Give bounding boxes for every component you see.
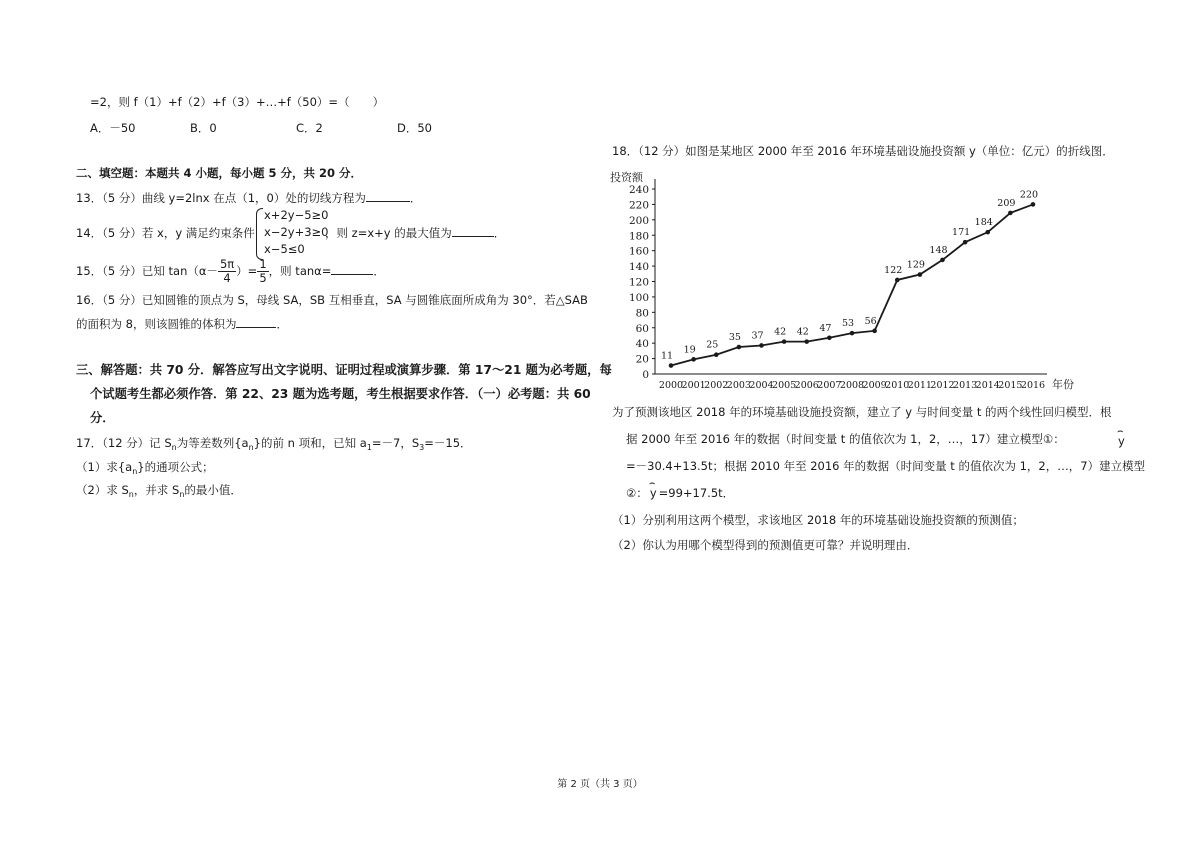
data-label: 53 [841, 318, 855, 330]
data-label: 42 [774, 326, 787, 338]
q16-end: ． [276, 317, 288, 331]
data-point [782, 339, 787, 344]
fraction-5pi-over-4 [218, 258, 236, 285]
question-13 [76, 190, 421, 206]
data-point [691, 357, 696, 362]
q18-model1: =－30.4+13.5t；根据 2010 年至 2016 年的数据（时间变量 t 的值依次为 1，2，…，7）建立模型 [626, 459, 1146, 473]
hat-y-1 [1118, 433, 1125, 449]
data-point [895, 278, 900, 283]
q17-part: =－7，S [371, 436, 420, 450]
question-14 [76, 225, 255, 241]
x-tick-label: 2000 [658, 380, 684, 391]
frac-denominator: 5 [259, 271, 267, 285]
frac-numerator: 5π [219, 257, 235, 271]
constraint-system [264, 207, 328, 258]
q18-text: 据 2000 年至 2016 年的数据（时间变量 t 的值依次为 1，2，…，17）建立模型①： [626, 432, 1065, 446]
x-tick-label: 2009 [862, 380, 887, 391]
data-point [827, 335, 832, 340]
q14-rest [325, 225, 505, 241]
q18-text: ②： [626, 486, 648, 500]
x-tick-label: 2007 [817, 380, 842, 391]
y-tick-label: 200 [628, 214, 649, 227]
x-tick-label: 2008 [839, 380, 865, 391]
section-2-title: 二、填空题：本题共 4 小题，每小题 5 分，共 20 分． [76, 166, 363, 180]
q18-text: =99+17.5t． [658, 486, 735, 500]
answer-blank [236, 316, 276, 328]
subscript: n [248, 443, 254, 452]
q18-line2 [626, 431, 1065, 447]
question-17 [76, 435, 472, 456]
data-point [1008, 211, 1013, 216]
hat-y: ⌢ y [650, 485, 657, 501]
q12-option-a: A．－50 [90, 121, 136, 135]
data-label: 42 [796, 326, 809, 338]
q18-model2 [626, 485, 734, 501]
x-tick-label: 2014 [975, 380, 1000, 391]
question-16-line1: 16．（5 分）已知圆锥的顶点为 S，母线 SA，SB 互相垂直，SA 与圆锥底面所成角为 30°．若△SAB [76, 293, 588, 307]
data-label: 37 [751, 330, 764, 342]
subscript: n [179, 490, 185, 499]
fraction-1-over-5 [257, 258, 268, 285]
q12-tail: =2，则 f（1）+f（2）+f（3）+…+f（50）=（ ） [90, 95, 385, 109]
q17-part: =－15． [424, 436, 472, 450]
data-point [804, 339, 809, 344]
constraint-brace [256, 208, 263, 260]
q18-sub2: （2）你认为用哪个模型得到的预测值更可靠？并说明理由． [612, 538, 919, 552]
data-point [918, 272, 923, 277]
y-tick-label: 240 [628, 184, 649, 196]
y-tick-label: 160 [628, 245, 649, 258]
data-point [714, 352, 719, 357]
constraint-1: x+2y−5≥0 [264, 208, 329, 222]
q17-part: }的前 n 项和，已知 a [253, 436, 367, 450]
q12-option-b: B．0 [190, 121, 217, 135]
series-line [671, 204, 1033, 365]
section-3-line1: 三、解答题：共 70 分．解答应写出文字说明、证明过程或演算步骤．第 17～21 题为必考题，每 [76, 363, 612, 377]
x-tick-label: 2003 [726, 380, 751, 391]
x-tick-label: 2015 [998, 380, 1023, 391]
x-tick-label: 2013 [953, 380, 978, 391]
subscript: n [171, 443, 177, 452]
data-label: 171 [952, 227, 971, 239]
data-label: 25 [706, 339, 719, 351]
data-label: 122 [884, 264, 903, 276]
answer-blank [366, 190, 410, 202]
data-point [940, 258, 945, 263]
x-tick-label: 2004 [749, 380, 774, 391]
q13-end: ． [409, 191, 422, 205]
x-tick-label: 2005 [772, 380, 797, 391]
question-17-part2 [76, 482, 242, 503]
data-point [1031, 202, 1036, 207]
answer-blank [331, 263, 373, 275]
q15-mid: ）= [236, 264, 258, 278]
data-label: 220 [1019, 189, 1039, 201]
x-tick-label: 2001 [681, 380, 706, 391]
y-tick-label: 80 [635, 307, 649, 320]
frac-denominator: 4 [223, 271, 231, 285]
frac-numerator: 1 [259, 257, 267, 271]
x-axis-ticks [659, 380, 1045, 391]
y-tick-label: 100 [628, 291, 649, 304]
x-tick-label: 2016 [1020, 380, 1046, 391]
y-axis [629, 184, 655, 381]
y-tick-label: 40 [635, 338, 649, 351]
q18-line1: 为了预测该地区 2018 年的环境基础设施投资额，建立了 y 与时间变量 t 的两个线性回归模型．根 [612, 405, 1112, 419]
x-tick-label: 2002 [704, 380, 729, 391]
answer-blank [452, 225, 494, 237]
subscript: n [132, 467, 138, 476]
q12-option-d: D．50 [397, 121, 432, 135]
data-label: 56 [864, 315, 877, 327]
x-tick-label: 2012 [930, 380, 955, 391]
data-point [737, 345, 742, 350]
data-point [985, 230, 990, 235]
q14-text: 14．（5 分）若 x，y 满足约束条件 [76, 226, 255, 240]
question-17-part1 [76, 459, 214, 480]
data-points [661, 189, 1038, 367]
question-16-line2 [76, 316, 288, 332]
data-point [872, 329, 877, 334]
x-tick-label: 2006 [794, 380, 819, 391]
q15-tail: ，则 tanα= [268, 264, 332, 278]
hat-y: ⌢ y [1118, 433, 1125, 449]
x-tick-label: 2011 [907, 380, 932, 391]
investment-line-chart [607, 167, 1087, 395]
q12-option-c: C．2 [296, 121, 323, 135]
q17-part: （1）求{a [76, 460, 133, 474]
y-tick-label: 0 [642, 369, 649, 381]
q14-middle: ，则 z=x+y 的最大值为 [325, 226, 452, 240]
data-label: 19 [683, 344, 696, 356]
data-point [759, 343, 764, 348]
section-3-line3: 分． [90, 411, 115, 425]
section-3-line2: 个试题考生都必须作答．第 22、23 题为选考题，考生根据要求作答．（一）必考题：共 60 [90, 387, 591, 401]
y-tick-label: 140 [628, 261, 649, 274]
y-tick-label: 220 [628, 199, 649, 212]
y-tick-label: 20 [635, 353, 649, 366]
q17-part: }的通项公式； [137, 460, 214, 474]
y-tick-label: 120 [628, 276, 649, 289]
q17-part: ，并求 S [133, 483, 180, 497]
q15-text: 15．（5 分）已知 tan（α－ [76, 264, 218, 278]
q17-part: 为等差数列{a [176, 436, 249, 450]
constraint-3: x−5≤0 [264, 242, 305, 256]
constraint-2: x−2y+3≥0 [264, 225, 329, 239]
q17-part: （2）求 S [76, 483, 129, 497]
y-tick-label: 60 [635, 322, 649, 335]
data-label: 47 [819, 322, 832, 334]
q17-part: 17．（12 分）记 S [76, 436, 172, 450]
data-label: 11 [660, 350, 674, 362]
data-point [850, 331, 855, 336]
data-point [963, 240, 968, 245]
data-label: 129 [906, 259, 925, 271]
q14-end: ． [493, 226, 506, 240]
data-label: 209 [997, 197, 1016, 209]
q16-text: 的面积为 8，则该圆锥的体积为 [76, 317, 237, 331]
q17-part: 的最小值． [184, 483, 242, 497]
data-label: 148 [929, 244, 948, 256]
q15-end: ． [373, 264, 385, 278]
x-axis-label: 年份 [1052, 378, 1074, 391]
data-label: 35 [728, 332, 741, 344]
data-point [669, 363, 674, 368]
subscript: n [128, 490, 134, 499]
x-tick-label: 2010 [885, 380, 910, 391]
q13-text: 13．（5 分）曲线 y=2lnx 在点（1，0）处的切线方程为 [76, 191, 366, 205]
question-15 [76, 256, 385, 286]
subscript: 1 [366, 443, 372, 452]
question-18-intro: 18．（12 分）如图是某地区 2000 年至 2016 年环境基础设施投资额 y（单位：亿元）的折线图． [612, 144, 1114, 158]
q18-sub1: （1）分别利用这两个模型，求该地区 2018 年的环境基础设施投资额的预测值； [612, 513, 1024, 527]
y-axis-label: 投资额 [610, 171, 643, 184]
page-footer: 第 2 页（共 3 页） [557, 779, 643, 790]
y-tick-label: 180 [628, 230, 649, 243]
subscript: 3 [419, 443, 425, 452]
data-label: 184 [974, 217, 993, 229]
